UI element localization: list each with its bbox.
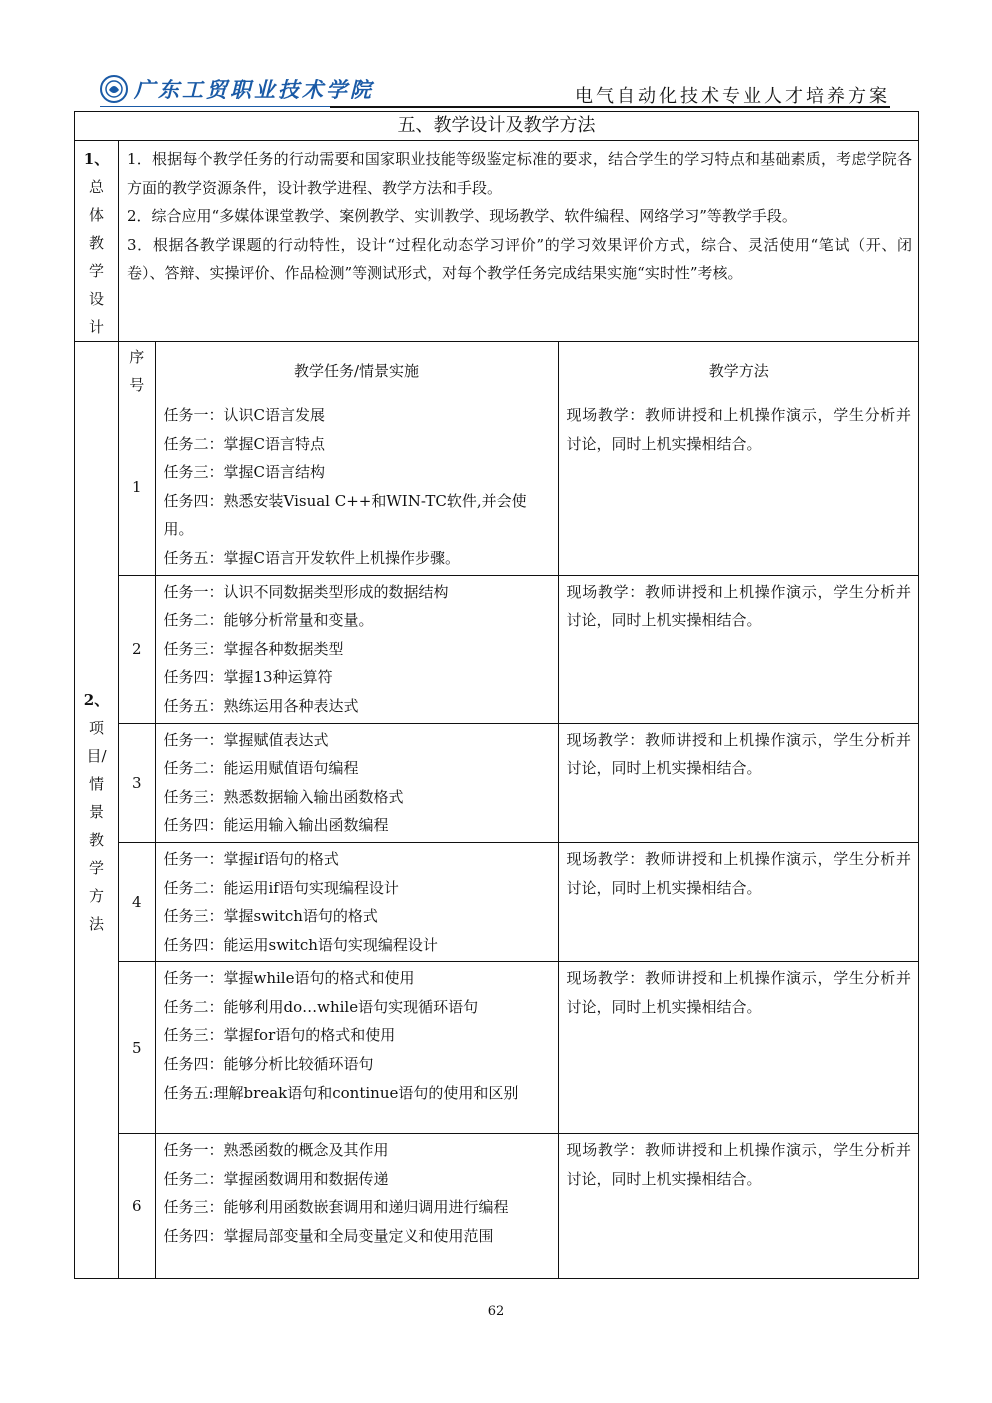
page-number: 62 [487,1304,505,1319]
section-title: 五、教学设计及教学方法 [75,112,919,141]
row-tasks [155,962,558,1134]
task-item: 任务一：认识C语言发展 [163,406,325,424]
row-tasks [155,842,558,961]
design-label [75,141,119,342]
task-item: 任务二：掌握C语言特点 [163,434,325,453]
row-method: 现场教学：教师讲授和上机操作演示，学生分析并讨论，同时上机实操相结合。 [558,1134,919,1278]
methods-label-char: 情 [88,774,104,793]
design-label-char: 教 [88,234,104,252]
task-item: 任务四：掌握13种运算符 [163,668,333,687]
method-row [119,575,919,723]
task-item: 任务一：掌握while语句的格式和使用 [163,969,415,988]
teaching-design-table [74,111,919,1279]
row-tasks [155,575,558,723]
task-item: 任务四：能运用输入输出函数编程 [163,816,389,835]
methods-label-char: 学 [88,858,104,877]
task-item: 任务三：掌握各种数据类型 [163,639,344,658]
logo-underline [100,106,330,107]
task-item: 任务四：熟悉安装Visual C++和WIN-TC软件,并会使用。 [163,491,527,539]
method-row [119,842,919,961]
task-item: 任务三：掌握for语句的格式和使用 [163,1026,396,1045]
methods-label-num: 2、 [83,690,110,709]
method-row [119,399,919,575]
task-item: 任务四：掌握局部变量和全局变量定义和使用范围 [163,1227,494,1246]
row-method: 现场教学：教师讲授和上机操作演示，学生分析并讨论，同时上机实操相结合。 [558,842,919,961]
row-tasks [155,723,558,842]
task-item: 任务五：掌握C语言开发软件上机操作步骤。 [163,548,460,567]
methods-label-char: 教 [88,830,104,849]
methods-container [119,342,919,1279]
task-item: 任务三：掌握C语言结构 [163,463,325,482]
row-method: 现场教学：教师讲授和上机操作演示，学生分析并讨论，同时上机实操相结合。 [558,399,919,575]
col-header-method: 教学方法 [558,342,919,399]
task-item: 任务三：掌握switch语句的格式 [163,907,378,926]
row-method: 现场教学：教师讲授和上机操作演示，学生分析并讨论，同时上机实操相结合。 [558,723,919,842]
design-label-char: 设 [88,290,104,308]
task-item: 任务二：能运用if语句实现编程设计 [163,878,399,897]
task-item: 任务五:理解break语句和continue语句的使用和区别 [163,1083,519,1102]
row-method: 现场教学：教师讲授和上机操作演示，学生分析并讨论，同时上机实操相结合。 [558,575,919,723]
row-tasks [155,399,558,575]
task-item: 任务二：能运用赋值语句编程 [163,759,359,778]
methods-label-char: 项 [88,718,104,737]
design-label-char: 体 [88,206,104,224]
page-header [100,68,890,110]
row-seq: 1 [119,399,155,575]
methods-label [75,342,119,1279]
methods-header-row [119,342,919,399]
task-item: 任务二：能够分析常量和变量。 [163,611,374,630]
task-item: 任务一：掌握if语句的格式 [163,849,339,868]
task-item: 任务三：熟悉数据输入输出函数格式 [163,787,404,806]
task-item: 任务一：掌握赋值表达式 [163,730,329,749]
row-seq: 3 [119,723,155,842]
document-title: 电气自动化技术专业人才培养方案 [575,86,890,107]
design-label-num: 1、 [83,150,110,168]
task-item: 任务二：掌握函数调用和数据传递 [163,1169,389,1188]
school-logo [100,72,374,106]
task-item: 任务一：熟悉函数的概念及其作用 [163,1141,389,1160]
task-item: 任务四：能够分析比较循环语句 [163,1055,374,1074]
school-logo-text: 广东工贸职业技术学院 [134,77,374,102]
task-item: 任务四：能运用switch语句实现编程设计 [163,935,438,954]
task-item: 任务一：认识不同数据类型形成的数据结构 [163,582,449,601]
row-seq: 5 [119,962,155,1134]
col-header-tasks: 教学任务/情景实施 [155,342,558,399]
row-method: 现场教学：教师讲授和上机操作演示，学生分析并讨论，同时上机实操相结合。 [558,962,919,1134]
method-row [119,1134,919,1278]
task-item: 任务三：能够利用函数嵌套调用和递归调用进行编程 [163,1198,509,1217]
task-item: 任务二：能够利用do…while语句实现循环语句 [163,997,479,1016]
methods-label-char: 法 [88,914,104,933]
design-label-char: 学 [88,262,104,280]
row-seq: 4 [119,842,155,961]
design-label-char: 计 [88,318,104,336]
row-tasks [155,1134,558,1278]
col-header-seq: 序号 [119,342,155,399]
logo-emblem-icon [100,75,128,103]
task-item: 任务五：熟练运用各种表达式 [163,696,359,715]
methods-label-char: 景 [88,802,104,821]
design-paragraph: 3．根据各教学课题的行动特性，设计“过程化动态学习评价”的学习效果评价方式，综合、灵活使用“笔试（开、闭卷）、答辩、实操评价、作品检测”等测试形式，对每个教学任务完成结果实施“实时性”考核。 [127,235,912,282]
design-paragraph: 1．根据每个教学任务的行动需要和国家职业技能等级鉴定标准的要求，结合学生的学习特点和基础素质，考虑学院各方面的教学资源条件，设计教学进程、教学方法和手段。 [127,150,912,197]
method-row [119,962,919,1134]
design-paragraph: 2．综合应用“多媒体课堂教学、案例教学、实训教学、现场教学、软件编程、网络学习”等教学手段。 [127,207,797,225]
methods-table [119,342,919,1278]
method-row [119,723,919,842]
methods-label-char: 方 [88,886,104,905]
row-seq: 2 [119,575,155,723]
row-seq: 6 [119,1134,155,1278]
methods-label-char: 目/ [86,746,107,765]
design-text [119,141,919,342]
design-label-char: 总 [88,178,104,196]
